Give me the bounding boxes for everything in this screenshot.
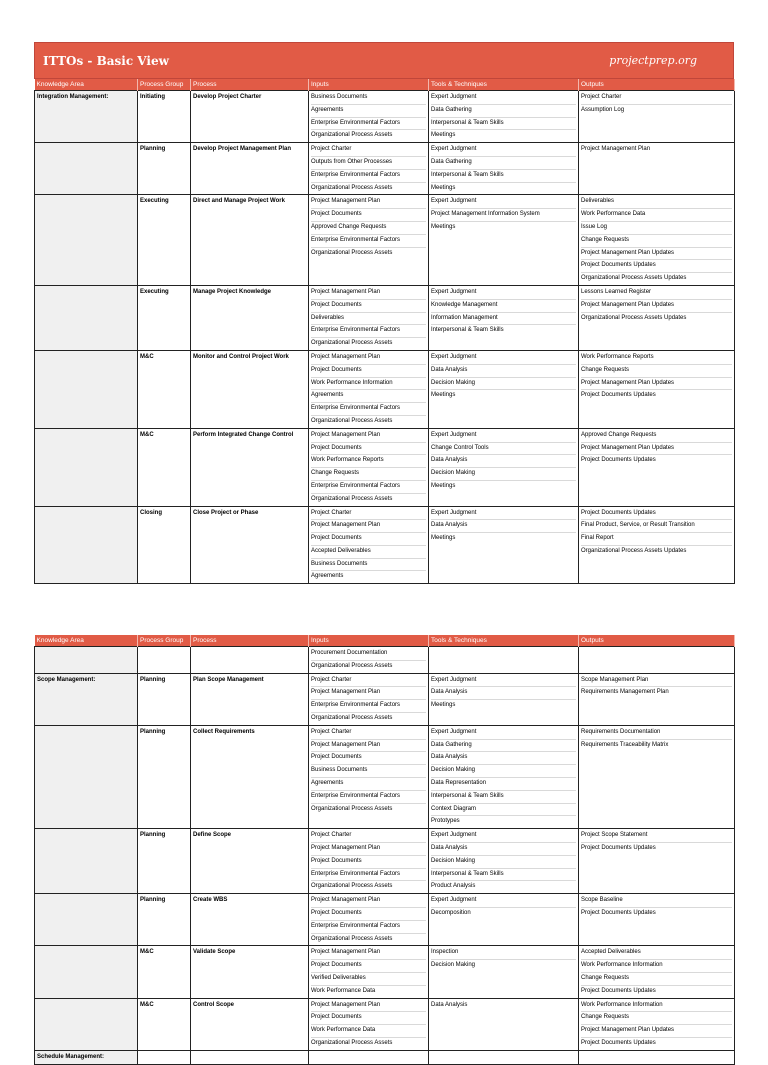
tools-cell bbox=[429, 143, 579, 195]
tool-item: Interpersonal & Team Skills bbox=[431, 869, 576, 882]
table-header-row bbox=[35, 635, 735, 647]
inputs-cell bbox=[309, 647, 429, 674]
tool-item: Decision Making bbox=[431, 765, 576, 778]
inputs-cell bbox=[309, 673, 429, 725]
output-item: Lessons Learned Register bbox=[581, 287, 732, 300]
process-group-cell bbox=[138, 647, 191, 674]
input-item: Organizational Process Assets bbox=[311, 340, 393, 347]
header-tools-techniques: Tools & Techniques bbox=[429, 79, 579, 91]
output-item: Change Requests bbox=[581, 973, 732, 986]
input-item: Agreements bbox=[311, 390, 426, 403]
output-item: Project Documents Updates bbox=[581, 260, 732, 273]
outputs-cell bbox=[579, 91, 735, 143]
header-outputs: Outputs bbox=[579, 635, 735, 647]
input-item: Project Charter bbox=[311, 144, 426, 157]
table-row bbox=[35, 1050, 735, 1064]
inputs-cell bbox=[309, 829, 429, 894]
tool-item: Meetings bbox=[431, 535, 456, 542]
input-item: Project Management Plan bbox=[311, 843, 426, 856]
header-tools-techniques: Tools & Techniques bbox=[429, 635, 579, 647]
process-cell: Close Project or Phase bbox=[191, 506, 309, 584]
input-item: Work Performance Reports bbox=[311, 455, 426, 468]
process-group-cell: M&C bbox=[138, 998, 191, 1050]
input-item: Project Documents bbox=[311, 365, 426, 378]
input-item: Project Management Plan bbox=[311, 430, 426, 443]
outputs-cell bbox=[579, 195, 735, 286]
knowledge-area-cell bbox=[35, 894, 138, 946]
output-item: Project Charter bbox=[581, 92, 732, 105]
process-cell: Collect Requirements bbox=[191, 725, 309, 828]
process-cell: Direct and Manage Project Work bbox=[191, 195, 309, 286]
tool-item: Expert Judgment bbox=[431, 352, 576, 365]
tool-item: Change Control Tools bbox=[431, 443, 576, 456]
input-item: Enterprise Environmental Factors bbox=[311, 869, 426, 882]
output-item: Project Documents Updates bbox=[581, 909, 656, 916]
tools-cell bbox=[429, 829, 579, 894]
ittos-table bbox=[34, 79, 735, 584]
sheet-banner bbox=[34, 42, 734, 79]
tools-cell bbox=[429, 285, 579, 350]
output-item: Scope Management Plan bbox=[581, 675, 732, 688]
output-item: Project Management Plan Updates bbox=[581, 443, 732, 456]
output-item: Project Management Plan Updates bbox=[581, 378, 732, 391]
header-process: Process bbox=[191, 79, 309, 91]
process-cell: Monitor and Control Project Work bbox=[191, 350, 309, 428]
knowledge-area-cell bbox=[35, 725, 138, 828]
output-item: Final Report bbox=[581, 533, 732, 546]
header-knowledge-area: Knowledge Area bbox=[35, 79, 138, 91]
tools-cell bbox=[429, 428, 579, 506]
output-item: Scope Baseline bbox=[581, 895, 732, 908]
process-cell: Develop Project Management Plan bbox=[191, 143, 309, 195]
table-row bbox=[35, 350, 735, 428]
tool-item: Product Analysis bbox=[431, 883, 476, 890]
tool-item: Expert Judgment bbox=[431, 196, 576, 209]
ittos-table bbox=[34, 635, 735, 1065]
input-item: Enterprise Environmental Factors bbox=[311, 481, 426, 494]
output-item: Work Performance Data bbox=[581, 209, 732, 222]
tool-item: Decision Making bbox=[431, 856, 576, 869]
tools-cell bbox=[429, 1050, 579, 1064]
table-row bbox=[35, 91, 735, 143]
sheet-title: ITTOs - Basic View bbox=[43, 53, 169, 68]
input-item: Project Documents bbox=[311, 300, 426, 313]
input-item: Organizational Process Assets bbox=[311, 883, 393, 890]
tool-item: Expert Judgment bbox=[431, 430, 576, 443]
knowledge-area-cell bbox=[35, 195, 138, 286]
tool-item: Meetings bbox=[431, 132, 456, 139]
process-cell: Manage Project Knowledge bbox=[191, 285, 309, 350]
knowledge-area-cell bbox=[35, 647, 138, 674]
process-cell: Control Scope bbox=[191, 998, 309, 1050]
input-item: Approved Change Requests bbox=[311, 222, 426, 235]
input-item: Project Management Plan bbox=[311, 352, 426, 365]
input-item: Project Management Plan bbox=[311, 287, 426, 300]
output-item: Organizational Process Assets Updates bbox=[581, 547, 687, 554]
output-item: Work Performance Information bbox=[581, 960, 732, 973]
table-row bbox=[35, 285, 735, 350]
input-item: Project Documents bbox=[311, 1012, 426, 1025]
tool-item: Data Analysis bbox=[431, 687, 576, 700]
header-inputs: Inputs bbox=[309, 635, 429, 647]
tool-item: Interpersonal & Team Skills bbox=[431, 170, 576, 183]
tools-cell bbox=[429, 725, 579, 828]
header-knowledge-area: Knowledge Area bbox=[35, 635, 138, 647]
table-row bbox=[35, 946, 735, 998]
knowledge-area-cell bbox=[35, 998, 138, 1050]
input-item: Project Charter bbox=[311, 830, 426, 843]
tool-item: Decision Making bbox=[431, 962, 476, 969]
process-cell: Develop Project Charter bbox=[191, 91, 309, 143]
input-item: Agreements bbox=[311, 105, 426, 118]
input-item: Project Charter bbox=[311, 675, 426, 688]
tool-item: Meetings bbox=[431, 184, 456, 191]
tools-cell bbox=[429, 91, 579, 143]
output-item: Requirements Management Plan bbox=[581, 689, 669, 696]
knowledge-area-cell: Schedule Management: bbox=[35, 1050, 138, 1064]
knowledge-area-cell: Scope Management: bbox=[35, 673, 138, 725]
ittos-sheet-page-2 bbox=[34, 635, 734, 1060]
tool-item: Expert Judgment bbox=[431, 830, 576, 843]
ittos-sheet-page-1 bbox=[34, 42, 734, 580]
process-cell: Create WBS bbox=[191, 894, 309, 946]
input-item: Organizational Process Assets bbox=[311, 495, 393, 502]
tools-cell bbox=[429, 894, 579, 946]
tool-item: Expert Judgment bbox=[431, 727, 576, 740]
process-group-cell: Planning bbox=[138, 673, 191, 725]
process-cell: Perform Integrated Change Control bbox=[191, 428, 309, 506]
output-item: Project Documents Updates bbox=[581, 392, 656, 399]
tool-item: Inspection bbox=[431, 947, 576, 960]
inputs-cell bbox=[309, 1050, 429, 1064]
output-item: Assumption Log bbox=[581, 106, 625, 113]
output-item: Project Management Plan Updates bbox=[581, 300, 732, 313]
table-row bbox=[35, 829, 735, 894]
output-item: Project Management Plan bbox=[581, 146, 651, 153]
tool-item: Interpersonal & Team Skills bbox=[431, 327, 504, 334]
header-process-group: Process Group bbox=[138, 635, 191, 647]
process-group-cell: Planning bbox=[138, 829, 191, 894]
tool-item: Meetings bbox=[431, 482, 456, 489]
tool-item: Expert Judgment bbox=[431, 675, 576, 688]
process-group-cell: Planning bbox=[138, 143, 191, 195]
process-group-cell: Initiating bbox=[138, 91, 191, 143]
tool-item: Decision Making bbox=[431, 468, 576, 481]
table-row bbox=[35, 725, 735, 828]
tools-cell bbox=[429, 647, 579, 674]
output-item: Change Requests bbox=[581, 1012, 732, 1025]
output-item: Organizational Process Assets Updates bbox=[581, 275, 687, 282]
output-item: Work Performance Information bbox=[581, 1000, 732, 1013]
output-item: Change Requests bbox=[581, 235, 732, 248]
inputs-cell bbox=[309, 285, 429, 350]
output-item: Project Management Plan Updates bbox=[581, 248, 732, 261]
input-item: Enterprise Environmental Factors bbox=[311, 700, 426, 713]
table-row bbox=[35, 428, 735, 506]
tools-cell bbox=[429, 506, 579, 584]
process-group-cell: Executing bbox=[138, 195, 191, 286]
tool-item: Meetings bbox=[431, 223, 456, 230]
input-item: Organizational Process Assets bbox=[311, 714, 393, 721]
input-item: Enterprise Environmental Factors bbox=[311, 791, 426, 804]
input-item: Project Documents bbox=[311, 856, 426, 869]
outputs-cell bbox=[579, 673, 735, 725]
process-group-cell: M&C bbox=[138, 428, 191, 506]
outputs-cell bbox=[579, 998, 735, 1050]
input-item: Organizational Process Assets bbox=[311, 417, 393, 424]
input-item: Project Documents bbox=[311, 443, 426, 456]
table-header-row bbox=[35, 79, 735, 91]
output-item: Deliverables bbox=[581, 196, 732, 209]
header-inputs: Inputs bbox=[309, 79, 429, 91]
tool-item: Decomposition bbox=[431, 909, 471, 916]
process-cell: Define Scope bbox=[191, 829, 309, 894]
input-item: Work Performance Data bbox=[311, 987, 376, 994]
knowledge-area-cell: Integration Management: bbox=[35, 91, 138, 143]
process-cell: Plan Scope Management bbox=[191, 673, 309, 725]
outputs-cell bbox=[579, 647, 735, 674]
process-cell: Validate Scope bbox=[191, 946, 309, 998]
input-item: Project Management Plan bbox=[311, 947, 426, 960]
table-row bbox=[35, 647, 735, 674]
outputs-cell bbox=[579, 1050, 735, 1064]
input-item: Project Charter bbox=[311, 508, 426, 521]
input-item: Enterprise Environmental Factors bbox=[311, 325, 426, 338]
inputs-cell bbox=[309, 725, 429, 828]
input-item: Enterprise Environmental Factors bbox=[311, 118, 426, 131]
tools-cell bbox=[429, 195, 579, 286]
knowledge-area-cell bbox=[35, 946, 138, 998]
header-outputs: Outputs bbox=[579, 79, 735, 91]
site-name: projectprep.org bbox=[609, 54, 697, 67]
output-item: Project Documents Updates bbox=[581, 1039, 656, 1046]
tool-item: Expert Judgment bbox=[431, 508, 576, 521]
output-item: Accepted Deliverables bbox=[581, 947, 732, 960]
tool-item: Knowledge Management bbox=[431, 300, 576, 313]
inputs-cell bbox=[309, 998, 429, 1050]
tools-cell bbox=[429, 946, 579, 998]
tools-cell bbox=[429, 998, 579, 1050]
tool-item: Interpersonal & Team Skills bbox=[431, 118, 576, 131]
outputs-cell bbox=[579, 143, 735, 195]
tool-item: Data Analysis bbox=[431, 1001, 468, 1008]
knowledge-area-cell bbox=[35, 143, 138, 195]
tool-item: Meetings bbox=[431, 702, 456, 709]
tool-item: Context Diagram bbox=[431, 804, 576, 817]
table-row bbox=[35, 506, 735, 584]
knowledge-area-cell bbox=[35, 829, 138, 894]
tool-item: Data Analysis bbox=[431, 843, 576, 856]
tool-item: Expert Judgment bbox=[431, 92, 576, 105]
output-item: Project Documents Updates bbox=[581, 987, 656, 994]
input-item: Procurement Documentation bbox=[311, 648, 426, 661]
input-item: Organizational Process Assets bbox=[311, 132, 393, 139]
input-item: Organizational Process Assets bbox=[311, 935, 393, 942]
tool-item: Decision Making bbox=[431, 378, 576, 391]
tool-item: Data Gathering bbox=[431, 105, 576, 118]
outputs-cell bbox=[579, 829, 735, 894]
knowledge-area-cell bbox=[35, 428, 138, 506]
outputs-cell bbox=[579, 725, 735, 828]
tool-item: Data Analysis bbox=[431, 520, 576, 533]
output-item: Work Performance Reports bbox=[581, 352, 732, 365]
tools-cell bbox=[429, 350, 579, 428]
input-item: Project Management Plan bbox=[311, 740, 426, 753]
input-item: Enterprise Environmental Factors bbox=[311, 921, 426, 934]
process-group-cell bbox=[138, 1050, 191, 1064]
output-item: Requirements Traceability Matrix bbox=[581, 741, 669, 748]
input-item: Project Documents bbox=[311, 533, 426, 546]
tool-item: Interpersonal & Team Skills bbox=[431, 791, 576, 804]
input-item: Agreements bbox=[311, 778, 426, 791]
input-item: Organizational Process Assets bbox=[311, 184, 393, 191]
output-item: Approved Change Requests bbox=[581, 430, 732, 443]
output-item: Organizational Process Assets Updates bbox=[581, 314, 687, 321]
table-row bbox=[35, 998, 735, 1050]
table-row bbox=[35, 673, 735, 725]
header-process: Process bbox=[191, 635, 309, 647]
tool-item: Data Gathering bbox=[431, 740, 576, 753]
output-item: Project Documents Updates bbox=[581, 508, 732, 521]
tool-item: Data Analysis bbox=[431, 752, 576, 765]
input-item: Project Management Plan bbox=[311, 520, 426, 533]
tool-item: Data Analysis bbox=[431, 455, 576, 468]
tool-item: Data Gathering bbox=[431, 157, 576, 170]
tool-item: Meetings bbox=[431, 392, 456, 399]
input-item: Project Management Plan bbox=[311, 687, 426, 700]
inputs-cell bbox=[309, 946, 429, 998]
process-group-cell: M&C bbox=[138, 946, 191, 998]
output-item: Project Documents Updates bbox=[581, 844, 656, 851]
input-item: Agreements bbox=[311, 573, 344, 580]
input-item: Business Documents bbox=[311, 559, 426, 572]
input-item: Verified Deliverables bbox=[311, 973, 426, 986]
input-item: Project Management Plan bbox=[311, 895, 426, 908]
tools-cell bbox=[429, 673, 579, 725]
input-item: Enterprise Environmental Factors bbox=[311, 235, 426, 248]
outputs-cell bbox=[579, 428, 735, 506]
input-item: Deliverables bbox=[311, 313, 426, 326]
process-group-cell: Executing bbox=[138, 285, 191, 350]
input-item: Organizational Process Assets bbox=[311, 1039, 393, 1046]
input-item: Project Documents bbox=[311, 908, 426, 921]
process-group-cell: Planning bbox=[138, 894, 191, 946]
outputs-cell bbox=[579, 894, 735, 946]
input-item: Project Documents bbox=[311, 752, 426, 765]
input-item: Project Charter bbox=[311, 727, 426, 740]
table-body bbox=[35, 91, 735, 584]
inputs-cell bbox=[309, 428, 429, 506]
outputs-cell bbox=[579, 946, 735, 998]
output-item: Project Documents Updates bbox=[581, 457, 656, 464]
inputs-cell bbox=[309, 195, 429, 286]
input-item: Business Documents bbox=[311, 765, 426, 778]
input-item: Work Performance Information bbox=[311, 378, 426, 391]
input-item: Organizational Process Assets bbox=[311, 662, 393, 669]
process-cell bbox=[191, 1050, 309, 1064]
output-item: Issue Log bbox=[581, 222, 732, 235]
knowledge-area-cell bbox=[35, 506, 138, 584]
input-item: Organizational Process Assets bbox=[311, 249, 393, 256]
knowledge-area-cell bbox=[35, 285, 138, 350]
outputs-cell bbox=[579, 350, 735, 428]
inputs-cell bbox=[309, 143, 429, 195]
tool-item: Information Management bbox=[431, 313, 576, 326]
table-body bbox=[35, 647, 735, 1065]
knowledge-area-cell bbox=[35, 350, 138, 428]
table-row bbox=[35, 195, 735, 286]
input-item: Project Documents bbox=[311, 209, 426, 222]
input-item: Work Performance Data bbox=[311, 1025, 426, 1038]
tool-item: Expert Judgment bbox=[431, 287, 576, 300]
input-item: Project Documents bbox=[311, 960, 426, 973]
process-group-cell: Planning bbox=[138, 725, 191, 828]
inputs-cell bbox=[309, 350, 429, 428]
header-process-group: Process Group bbox=[138, 79, 191, 91]
inputs-cell bbox=[309, 894, 429, 946]
input-item: Project Management Plan bbox=[311, 1000, 426, 1013]
output-item: Requirements Documentation bbox=[581, 727, 732, 740]
outputs-cell bbox=[579, 506, 735, 584]
input-item: Business Documents bbox=[311, 92, 426, 105]
tool-item: Project Management Information System bbox=[431, 209, 576, 222]
input-item: Enterprise Environmental Factors bbox=[311, 170, 426, 183]
process-group-cell: Closing bbox=[138, 506, 191, 584]
input-item: Accepted Deliverables bbox=[311, 546, 426, 559]
inputs-cell bbox=[309, 91, 429, 143]
input-item: Project Management Plan bbox=[311, 196, 426, 209]
tool-item: Prototypes bbox=[431, 818, 460, 825]
input-item: Organizational Process Assets bbox=[311, 805, 393, 812]
input-item: Change Requests bbox=[311, 468, 426, 481]
tool-item: Expert Judgment bbox=[431, 895, 576, 908]
output-item: Project Scope Statement bbox=[581, 830, 732, 843]
tool-item: Data Representation bbox=[431, 778, 576, 791]
outputs-cell bbox=[579, 285, 735, 350]
process-group-cell: M&C bbox=[138, 350, 191, 428]
table-row bbox=[35, 894, 735, 946]
tool-item: Data Analysis bbox=[431, 365, 576, 378]
output-item: Project Management Plan Updates bbox=[581, 1025, 732, 1038]
input-item: Outputs from Other Processes bbox=[311, 157, 426, 170]
inputs-cell bbox=[309, 506, 429, 584]
table-row bbox=[35, 143, 735, 195]
process-cell bbox=[191, 647, 309, 674]
tool-item: Expert Judgment bbox=[431, 144, 576, 157]
input-item: Enterprise Environmental Factors bbox=[311, 403, 426, 416]
output-item: Final Product, Service, or Result Transition bbox=[581, 520, 732, 533]
output-item: Change Requests bbox=[581, 365, 732, 378]
